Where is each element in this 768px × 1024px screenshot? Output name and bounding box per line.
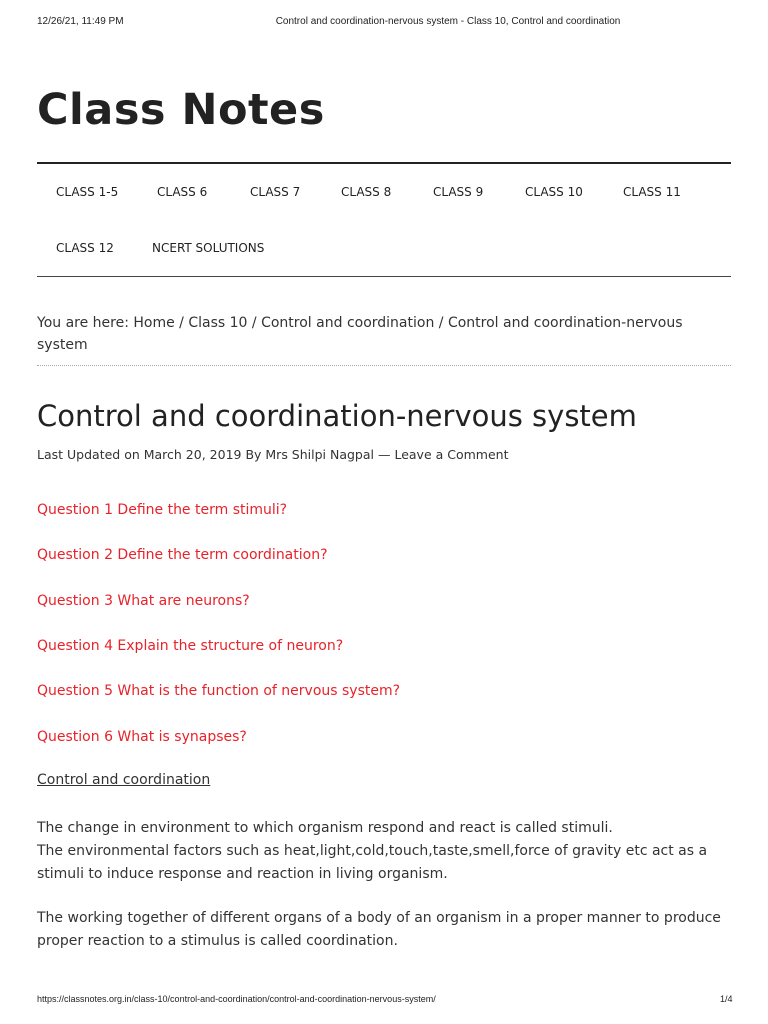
article-meta: Last Updated on March 20, 2019 By Mrs Shilpi Nagpal — Leave a Comment xyxy=(37,447,509,462)
nav-item-ncert-solutions[interactable]: NCERT SOLUTIONS xyxy=(152,241,265,255)
question-link-6[interactable]: Question 6 What is synapses? xyxy=(37,729,247,745)
breadcrumb-separator: / xyxy=(247,315,262,331)
paragraph-coordination: The working together of different organs of a body of an organism in a proper manner to produce proper reaction to a stimulus is called coordination. xyxy=(37,910,721,949)
breadcrumb xyxy=(37,312,731,356)
site-title[interactable]: Class Notes xyxy=(37,85,325,135)
print-page-number: 1/4 xyxy=(720,994,733,1004)
breadcrumb-control-and-coordination[interactable]: Control and coordination xyxy=(261,315,435,331)
article-title: Control and coordination-nervous system xyxy=(37,399,637,433)
breadcrumb-separator: / xyxy=(434,315,448,331)
question-link-1[interactable]: Question 1 Define the term stimuli? xyxy=(37,502,288,518)
print-header xyxy=(0,16,768,32)
breadcrumb-divider xyxy=(37,365,731,366)
question-link-3[interactable]: Question 3 What are neurons? xyxy=(37,593,250,609)
nav-divider xyxy=(37,276,731,277)
nav-item-class-10[interactable]: CLASS 10 xyxy=(525,185,583,199)
nav-item-class-12[interactable]: CLASS 12 xyxy=(56,241,114,255)
paragraph-stimuli-line1: The change in environment to which organism respond and react is called stimuli. xyxy=(37,820,613,836)
section-heading: Control and coordination xyxy=(37,772,211,788)
print-document-title: Control and coordination-nervous system - Class 10, Control and coordination xyxy=(275,16,621,27)
question-link-4[interactable]: Question 4 Explain the structure of neuron? xyxy=(37,638,344,654)
nav-item-class-8[interactable]: CLASS 8 xyxy=(341,185,392,199)
nav-item-class-7[interactable]: CLASS 7 xyxy=(250,185,301,199)
breadcrumb-home[interactable]: Home xyxy=(133,315,175,331)
nav-item-class-9[interactable]: CLASS 9 xyxy=(433,185,484,199)
nav-item-class-11[interactable]: CLASS 11 xyxy=(623,185,681,199)
question-link-2[interactable]: Question 2 Define the term coordination? xyxy=(37,547,328,563)
print-datetime: 12/26/21, 11:49 PM xyxy=(37,16,124,27)
print-url: https://classnotes.org.in/class-10/control-and-coordination/control-and-coordination-nervous-system/ xyxy=(37,994,436,1004)
paragraph-stimuli-line2: The environmental factors such as heat,light,cold,touch,taste,smell,force of gravity etc act as a stimuli to induce response and reaction in living organism. xyxy=(37,843,708,882)
breadcrumb-class-10[interactable]: Class 10 xyxy=(188,315,248,331)
paragraph-stimuli xyxy=(37,817,737,886)
nav-item-class-1-5[interactable]: CLASS 1-5 xyxy=(56,185,119,199)
question-link-5[interactable]: Question 5 What is the function of nervous system? xyxy=(37,683,401,699)
nav-item-class-6[interactable]: CLASS 6 xyxy=(157,185,208,199)
breadcrumb-current: Control and coordination-nervous system xyxy=(37,315,683,353)
breadcrumb-separator: / xyxy=(174,315,189,331)
breadcrumb-prefix: You are here: xyxy=(37,315,134,331)
main-nav xyxy=(37,164,731,276)
